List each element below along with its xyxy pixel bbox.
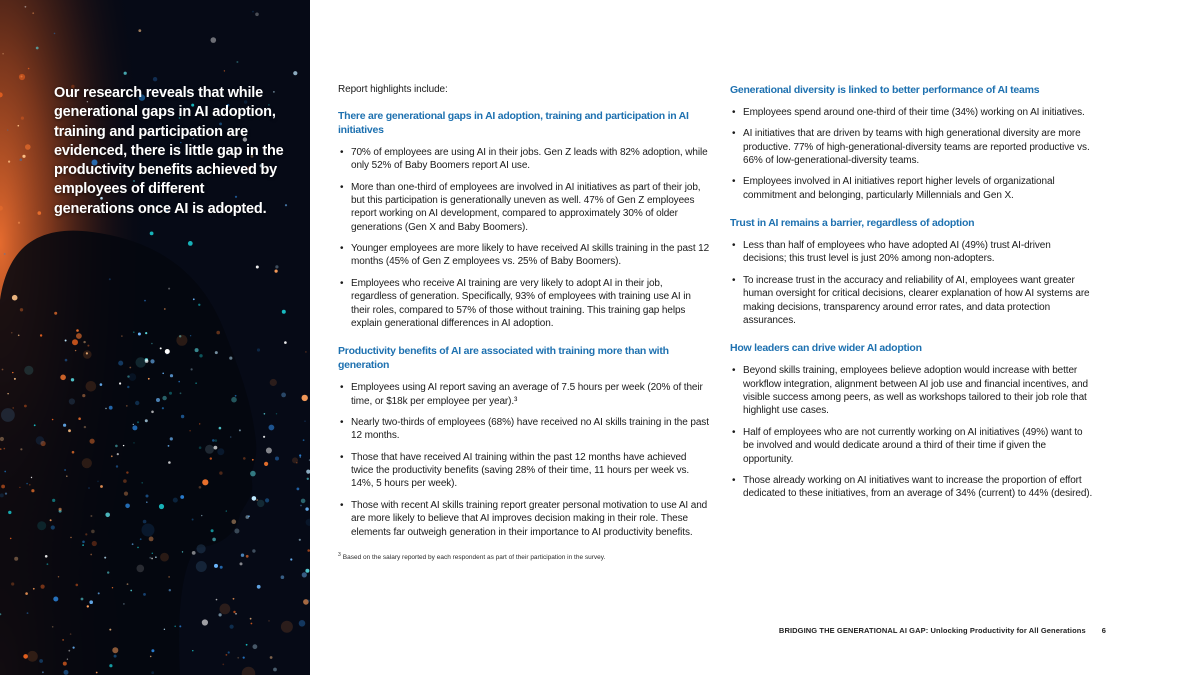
footnote-marker: 3 [338,552,341,559]
bullet-list [730,106,1094,202]
footnote [338,552,710,561]
bullet-list [338,381,710,539]
bullet-item [730,127,1094,167]
section-heading-trust-in-ai: Trust in AI remains a barrier, regardless of adoption [730,217,975,230]
cover-image-panel [0,0,310,675]
bullet-text: Employees involved in AI initiatives report higher levels of organizational commitment and belonging, particularly Millennials and Gen X. [743,176,1055,201]
bullet-item [338,146,710,173]
column-left [338,84,710,561]
bullet-text: Employees using AI report saving an average of 7.5 hours per week (20% of their time, or $18k per employee per year).³ [351,382,703,407]
column-right [730,84,1094,509]
bullet-item [338,181,710,235]
bullet-item [730,474,1094,501]
bullet-item [730,274,1094,328]
footer-title: BRIDGING THE GENERATIONAL AI GAP: Unlocking Productivity for All Generations [778,626,1086,635]
section-heading-generational-gaps: There are generational gaps in AI adoption, training and participation in AI initiatives [338,110,689,136]
bullet-text: Beyond skills training, employees believe adoption would increase with better workflow integration, alignment between AI job use and financial incentives, and visible success among peers, as well as workshops tailored to their job role that highlight use cases. [743,365,1088,417]
bullet-text: Those with recent AI skills training report greater personal motivation to use AI and are more likely to believe that AI improves decision making in their role. These elements far outweigh generation in their importance to AI productivity benefits. [351,499,708,538]
section-heading-generational-diversity: Generational diversity is linked to better performance of AI teams [730,84,1040,96]
bullet-item [730,239,1094,266]
section-heading-leaders-adoption: How leaders can drive wider AI adoption [730,342,922,355]
bullet-text: Less than half of employees who have adopted AI (49%) trust AI-driven decisions; this trust level is just 20% among non-adopters. [743,240,1051,265]
bullet-text: Employees who receive AI training are very likely to adopt AI in their job, regardless of generation. Specifically, 93% of employees with training use AI in their roles, compared to 57% of those without training. This training gap helps explain generational differences in AI adoption. [351,277,691,330]
section-heading-productivity-benefits: Productivity benefits of AI are associated with training more than with generation [338,345,669,372]
bullet-text: Half of employees who are not currently working on AI initiatives (49%) want to be involved and would dedicate around a third of their time if given the opportunity. [743,426,1083,465]
page-number: 6 [1101,626,1106,635]
bullet-list [730,239,1094,327]
bullet-text: Those already working on AI initiatives want to increase the proportion of effort dedicated to these initiatives, from an average of 34% (current) to 44% (desired). [743,475,1093,500]
bullet-text: To increase trust in the accuracy and reliability of AI, employees want greater human oversight for critical decisions, clearer explanation of how AI systems are making decisions, transparency around error rates, and data protection assurances. [743,274,1090,327]
bullet-text: Younger employees are more likely to have received AI skills training in the past 12 months (45% of Gen Z employees vs. 25% of Baby Boomers). [351,243,710,268]
bullet-item [730,364,1094,418]
intro-text: Report highlights include: [338,84,448,95]
page-content [310,0,1200,675]
bullet-item [730,106,1094,119]
bullet-list [730,364,1094,501]
bullet-item [338,499,710,539]
page-footer [779,626,1106,635]
bullet-text: Those that have received AI training within the past 12 months have achieved twice the productivity benefits (saving 28% of their time, 11 hours per week vs. 14%, 5 hours per week). [351,451,690,490]
bullet-text: 70% of employees are using AI in their jobs. Gen Z leads with 82% adoption, while only 52% of Baby Boomers report AI use. [351,146,708,172]
pull-quote: Our research reveals that while generational gaps in AI adoption, training and participation are evidenced, there is little gap in the productivity benefits achieved by employees of different generations once AI is adopted. [54,85,284,217]
bullet-item [730,426,1094,466]
footnote-text: Based on the salary reported by each respondent as part of their participation in the survey. [342,554,606,562]
bullet-text: Nearly two-thirds of employees (68%) have received no AI skills training in the past 12 months. [351,416,709,442]
bullet-list [338,146,710,331]
bullet-item [338,416,710,443]
bullet-item [338,277,710,331]
bullet-item [338,242,710,269]
bullet-item [338,451,710,491]
bullet-text: More than one-third of employees are involved in AI initiatives as part of their job, but this participation is generationally uneven as well. 47% of Gen Z employees report working on AI development, compared to approximately 30% of older generations (Gen X and Baby Boomers). [351,181,701,233]
bullet-text: AI initiatives that are driven by teams with high generational diversity are more productive. 77% of high-generational-diversity teams are reported productive vs. 66% of low-generational-diversity teams. [743,128,1090,167]
bullet-item [730,175,1094,202]
bullet-text: Employees spend around one-third of their time (34%) working on AI initiatives. [743,106,1085,118]
bullet-item [338,381,710,408]
